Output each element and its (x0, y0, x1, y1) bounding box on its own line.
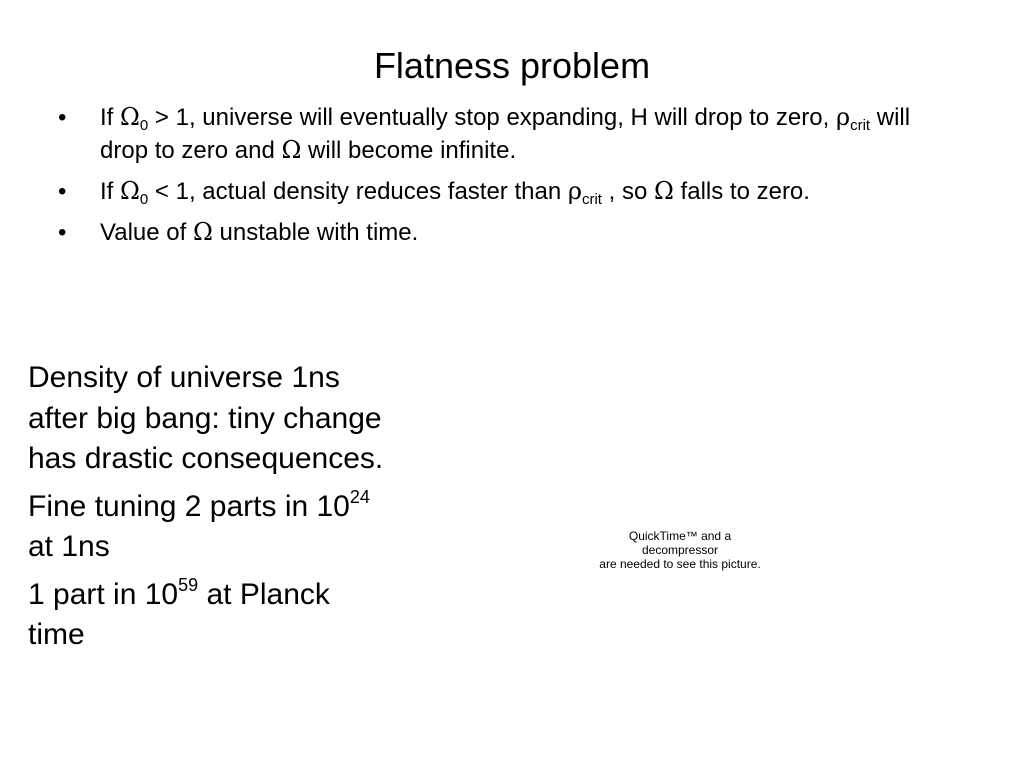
paragraph-text-part: at Planck time (28, 577, 330, 651)
placeholder-line: decompressor (641, 543, 719, 557)
bullet-dot-icon: • (58, 178, 67, 205)
bullet-omega-greater-than-one (58, 101, 938, 167)
fine-tuning-paragraph (28, 487, 388, 568)
exponent: 59 (178, 574, 199, 595)
bullet-text-part: Value of (100, 219, 193, 246)
rho-symbol: ρ (567, 177, 582, 205)
bullet-text-part: > 1, universe will eventually stop expanding, H will drop to zero, (148, 104, 836, 131)
subscript-zero: 0 (139, 117, 149, 134)
bullet-omega-unstable (58, 216, 938, 249)
paragraph-text-part: Fine tuning 2 parts in 10 (28, 489, 350, 523)
bullet-list (58, 101, 938, 257)
bullet-text-part: If (100, 104, 121, 131)
omega-symbol: Ω (120, 103, 140, 131)
paragraph-text-part: 1 part in 10 (28, 577, 179, 611)
omega-symbol: Ω (120, 177, 140, 205)
subscript-crit: crit (850, 117, 871, 134)
planck-paragraph (28, 575, 388, 656)
omega-symbol: Ω (281, 136, 302, 164)
bullet-omega-less-than-one (58, 175, 938, 208)
bullet-text-part: , so (601, 178, 654, 205)
subscript-crit: crit (581, 191, 602, 208)
density-paragraph: Density of universe 1ns after big bang: tiny change has drastic consequences. (28, 361, 384, 475)
quicktime-placeholder (560, 529, 800, 571)
rho-symbol: ρ (835, 103, 851, 131)
bullet-dot-icon: • (58, 104, 67, 131)
omega-symbol: Ω (653, 177, 674, 205)
bullet-text-part: falls to zero. (673, 178, 810, 205)
omega-symbol: Ω (192, 218, 213, 246)
bullet-text-part: will drop to zero and (100, 104, 911, 164)
bullet-text-part: < 1, actual density reduces faster than (148, 178, 568, 205)
bullet-dot-icon: • (58, 219, 67, 246)
placeholder-line: QuickTime™ and a (628, 529, 732, 543)
slide-title: Flatness problem (373, 45, 651, 86)
bullet-text-part: If (100, 178, 121, 205)
bullet-text-part: unstable with time. (212, 219, 419, 246)
paragraph-text-part: at 1ns (28, 530, 110, 563)
left-text-box (28, 358, 388, 663)
bullet-text-part: will become infinite. (301, 137, 517, 164)
subscript-zero: 0 (139, 191, 149, 208)
exponent: 24 (349, 486, 370, 507)
placeholder-line: are needed to see this picture. (599, 557, 761, 571)
